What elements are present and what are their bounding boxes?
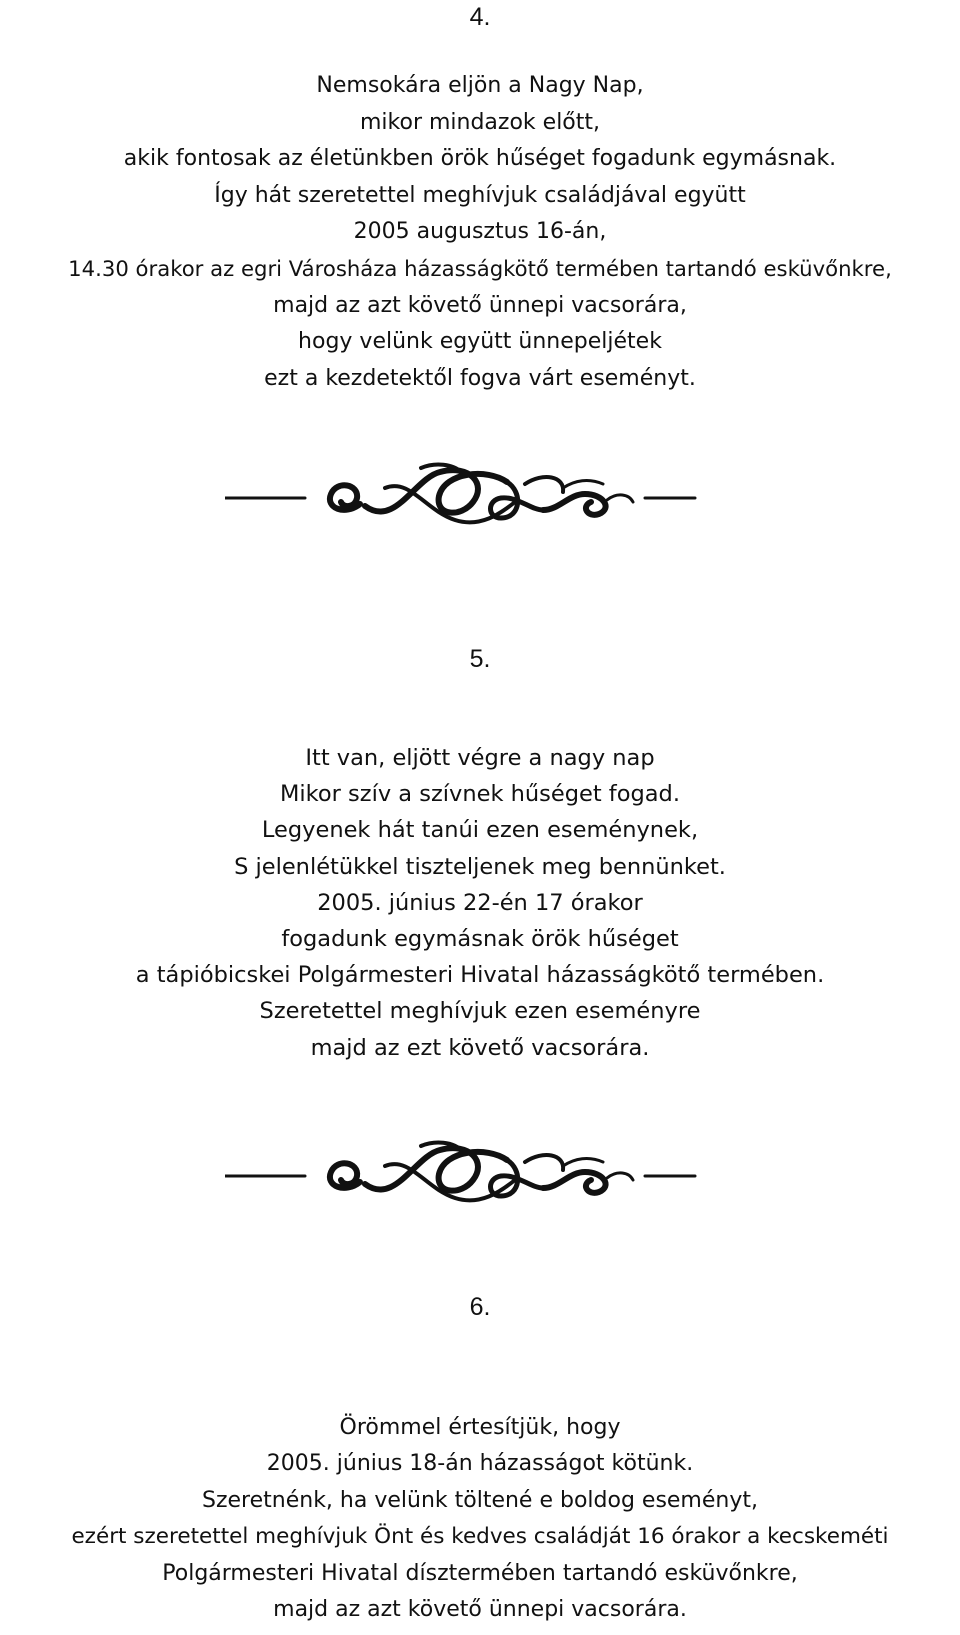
text-line: Szeretettel meghívjuk ezen eseményre — [259, 998, 701, 1025]
text-line: akik fontosak az életünkben örök hűséget fogadunk egymásnak. — [123, 146, 837, 172]
invitation-text-4 — [0, 68, 960, 397]
text-line: ezért szeretettel meghívjuk Önt és kedves családját 16 órakor a kecskeméti — [71, 1524, 889, 1550]
text-line: majd az azt követő ünnepi vacsorára. — [273, 1597, 687, 1623]
flourish-divider-icon — [225, 458, 725, 538]
text-line: Örömmel értesítjük, hogy — [339, 1415, 621, 1440]
text-line: hogy velünk együtt ünnepeljétek — [298, 329, 662, 355]
text-line: majd az ezt követő vacsorára. — [310, 1034, 650, 1061]
text-line: S jelenlétükkel tiszteljenek meg bennünket. — [234, 853, 726, 880]
text-line: majd az azt követő ünnepi vacsorára, — [273, 292, 687, 318]
section-number-6: 6. — [469, 1293, 491, 1321]
text-line: Mikor szív a szívnek hűséget fogad. — [279, 781, 680, 808]
text-line: 2005 augusztus 16-án, — [353, 219, 607, 245]
text-line: Így hát szeretettel meghívjuk családjával együtt — [214, 182, 746, 208]
text-line: ezt a kezdetektől fogva várt eseményt. — [264, 365, 696, 391]
text-line: 2005. június 18-án házasságot kötünk. — [266, 1451, 694, 1477]
section-number-5: 5. — [469, 645, 491, 673]
text-line: a tápióbicskei Polgármesteri Hivatal házasságkötő termében. — [135, 962, 825, 989]
text-line: 14.30 órakor az egri Városháza házasságkötő termében tartandó esküvőnkre, — [68, 255, 892, 281]
invitation-text-5 — [0, 740, 960, 1066]
invitation-text-6 — [0, 1410, 960, 1628]
section-number-4: 4. — [469, 3, 491, 31]
text-line: Polgármesteri Hivatal dísztermében tartandó esküvőnkre, — [162, 1560, 798, 1586]
text-line: Legyenek hát tanúi ezen eseménynek, — [261, 817, 699, 844]
text-line: mikor mindazok előtt, — [359, 109, 601, 135]
text-line: Nemsokára eljön a Nagy Nap, — [316, 73, 644, 98]
text-line: 2005. június 22-én 17 órakor — [317, 889, 643, 916]
text-line: Itt van, eljött végre a nagy nap — [305, 745, 655, 771]
text-line: fogadunk egymásnak örök hűséget — [281, 926, 679, 953]
text-line: Szeretnénk, ha velünk töltené e boldog eseményt, — [202, 1487, 758, 1513]
flourish-divider-icon — [225, 1136, 725, 1216]
